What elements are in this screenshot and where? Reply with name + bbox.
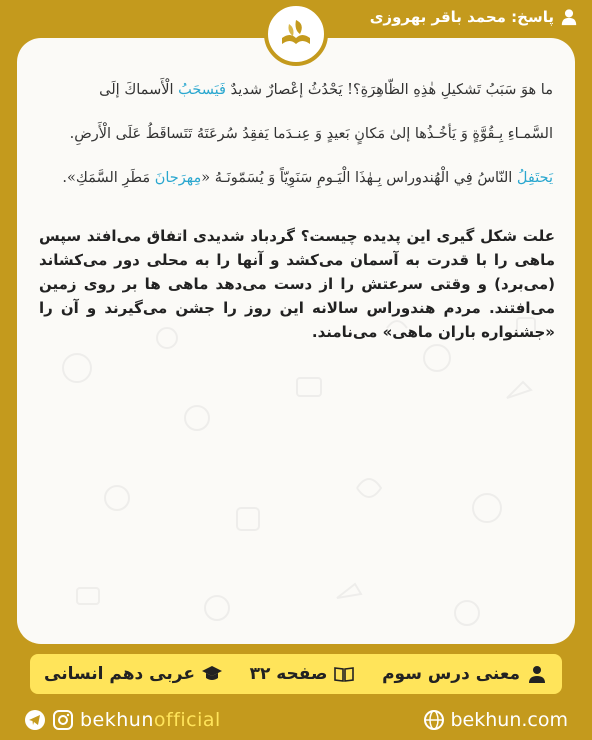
answer-label: پاسخ: محمد باقر بهروزی: [369, 8, 554, 26]
lesson-info: [382, 664, 548, 684]
lesson-label: معنی درس سوم: [382, 664, 520, 684]
arabic-line-2: السَّمـاءِ بِـقُوَّةٍ وَ يَأخُـذُها إلىٰ مَكانٍ بَعيدٍ وَ عِنـدَما يَفقِدُ سُرعَتَهُ تَتَساقَطُ عَلَى الْأَرضِ.: [69, 126, 553, 142]
instagram-icon[interactable]: [52, 709, 74, 731]
user-icon: [560, 8, 578, 26]
subject-label: عربی دهم انسانی: [44, 664, 195, 684]
book-logo-icon: [276, 14, 316, 54]
bekhun-logo: [264, 2, 328, 66]
social-handle[interactable]: [24, 709, 221, 731]
arabic-highlight-word: مِهرَجانَ: [154, 170, 202, 186]
open-book-icon: [333, 664, 355, 684]
website-text: bekhun.com: [450, 709, 568, 731]
arabic-highlight-word: يَحتَفِلُ: [516, 170, 553, 186]
telegram-icon[interactable]: [24, 709, 46, 731]
arabic-line-1-end: الْأَسماكَ إلَى: [99, 82, 179, 98]
lesson-info-bar: [30, 654, 562, 694]
arabic-line-1-start: ما هوَ سَبَبُ تَشكيلِ هٰذِهِ الظّاهِرَةِ؟! يَحْدُثُ إعْصارٌ شديدٌ: [225, 82, 553, 98]
arabic-line-1: [39, 68, 553, 112]
arabic-passage: [39, 68, 553, 200]
arabic-line-3: [39, 156, 553, 200]
page-info: [250, 664, 356, 684]
social-handle-prefix: bekhun: [80, 709, 154, 731]
graduation-cap-icon: [201, 664, 223, 684]
answer-author: [370, 8, 578, 26]
social-handle-text: [80, 709, 221, 731]
persian-translation: علت شکل گیری این پدیده چیست؟ گردباد شدیدی اتفاق می‌افتد سپس ماهی را با قدرت به آسمان می‌کشد و آنها را به محلی دور می‌کشاند (می‌برد) و وقتی سرعتش را از دست می‌دهد ماهی ها بر روی زمین می‌افتند. مردم هندوراس سالانه این روز را جشن می‌گیرند و آن را «جشنواره باران ماهی» می‌نامند.: [39, 227, 555, 341]
globe-icon: [423, 709, 445, 731]
student-icon: [526, 664, 548, 684]
footer: [0, 700, 592, 740]
page-label: صفحه ۳۲: [249, 664, 328, 684]
social-handle-accent: official: [153, 709, 221, 731]
arabic-line-3-end: مَطَرِ السَّمَكِ».: [62, 170, 155, 186]
arabic-line-3-middle: النّاسُ فِي الْهُندوراس بِـهٰذَا الْيَـومِ سَنَوِيّاً وَ يُسَمّونَـهُ «: [201, 170, 517, 186]
subject-info: [44, 664, 223, 684]
website-link[interactable]: [423, 709, 569, 731]
content-card: [17, 38, 575, 644]
arabic-highlight-word: فَيَسحَبُ: [178, 82, 226, 98]
